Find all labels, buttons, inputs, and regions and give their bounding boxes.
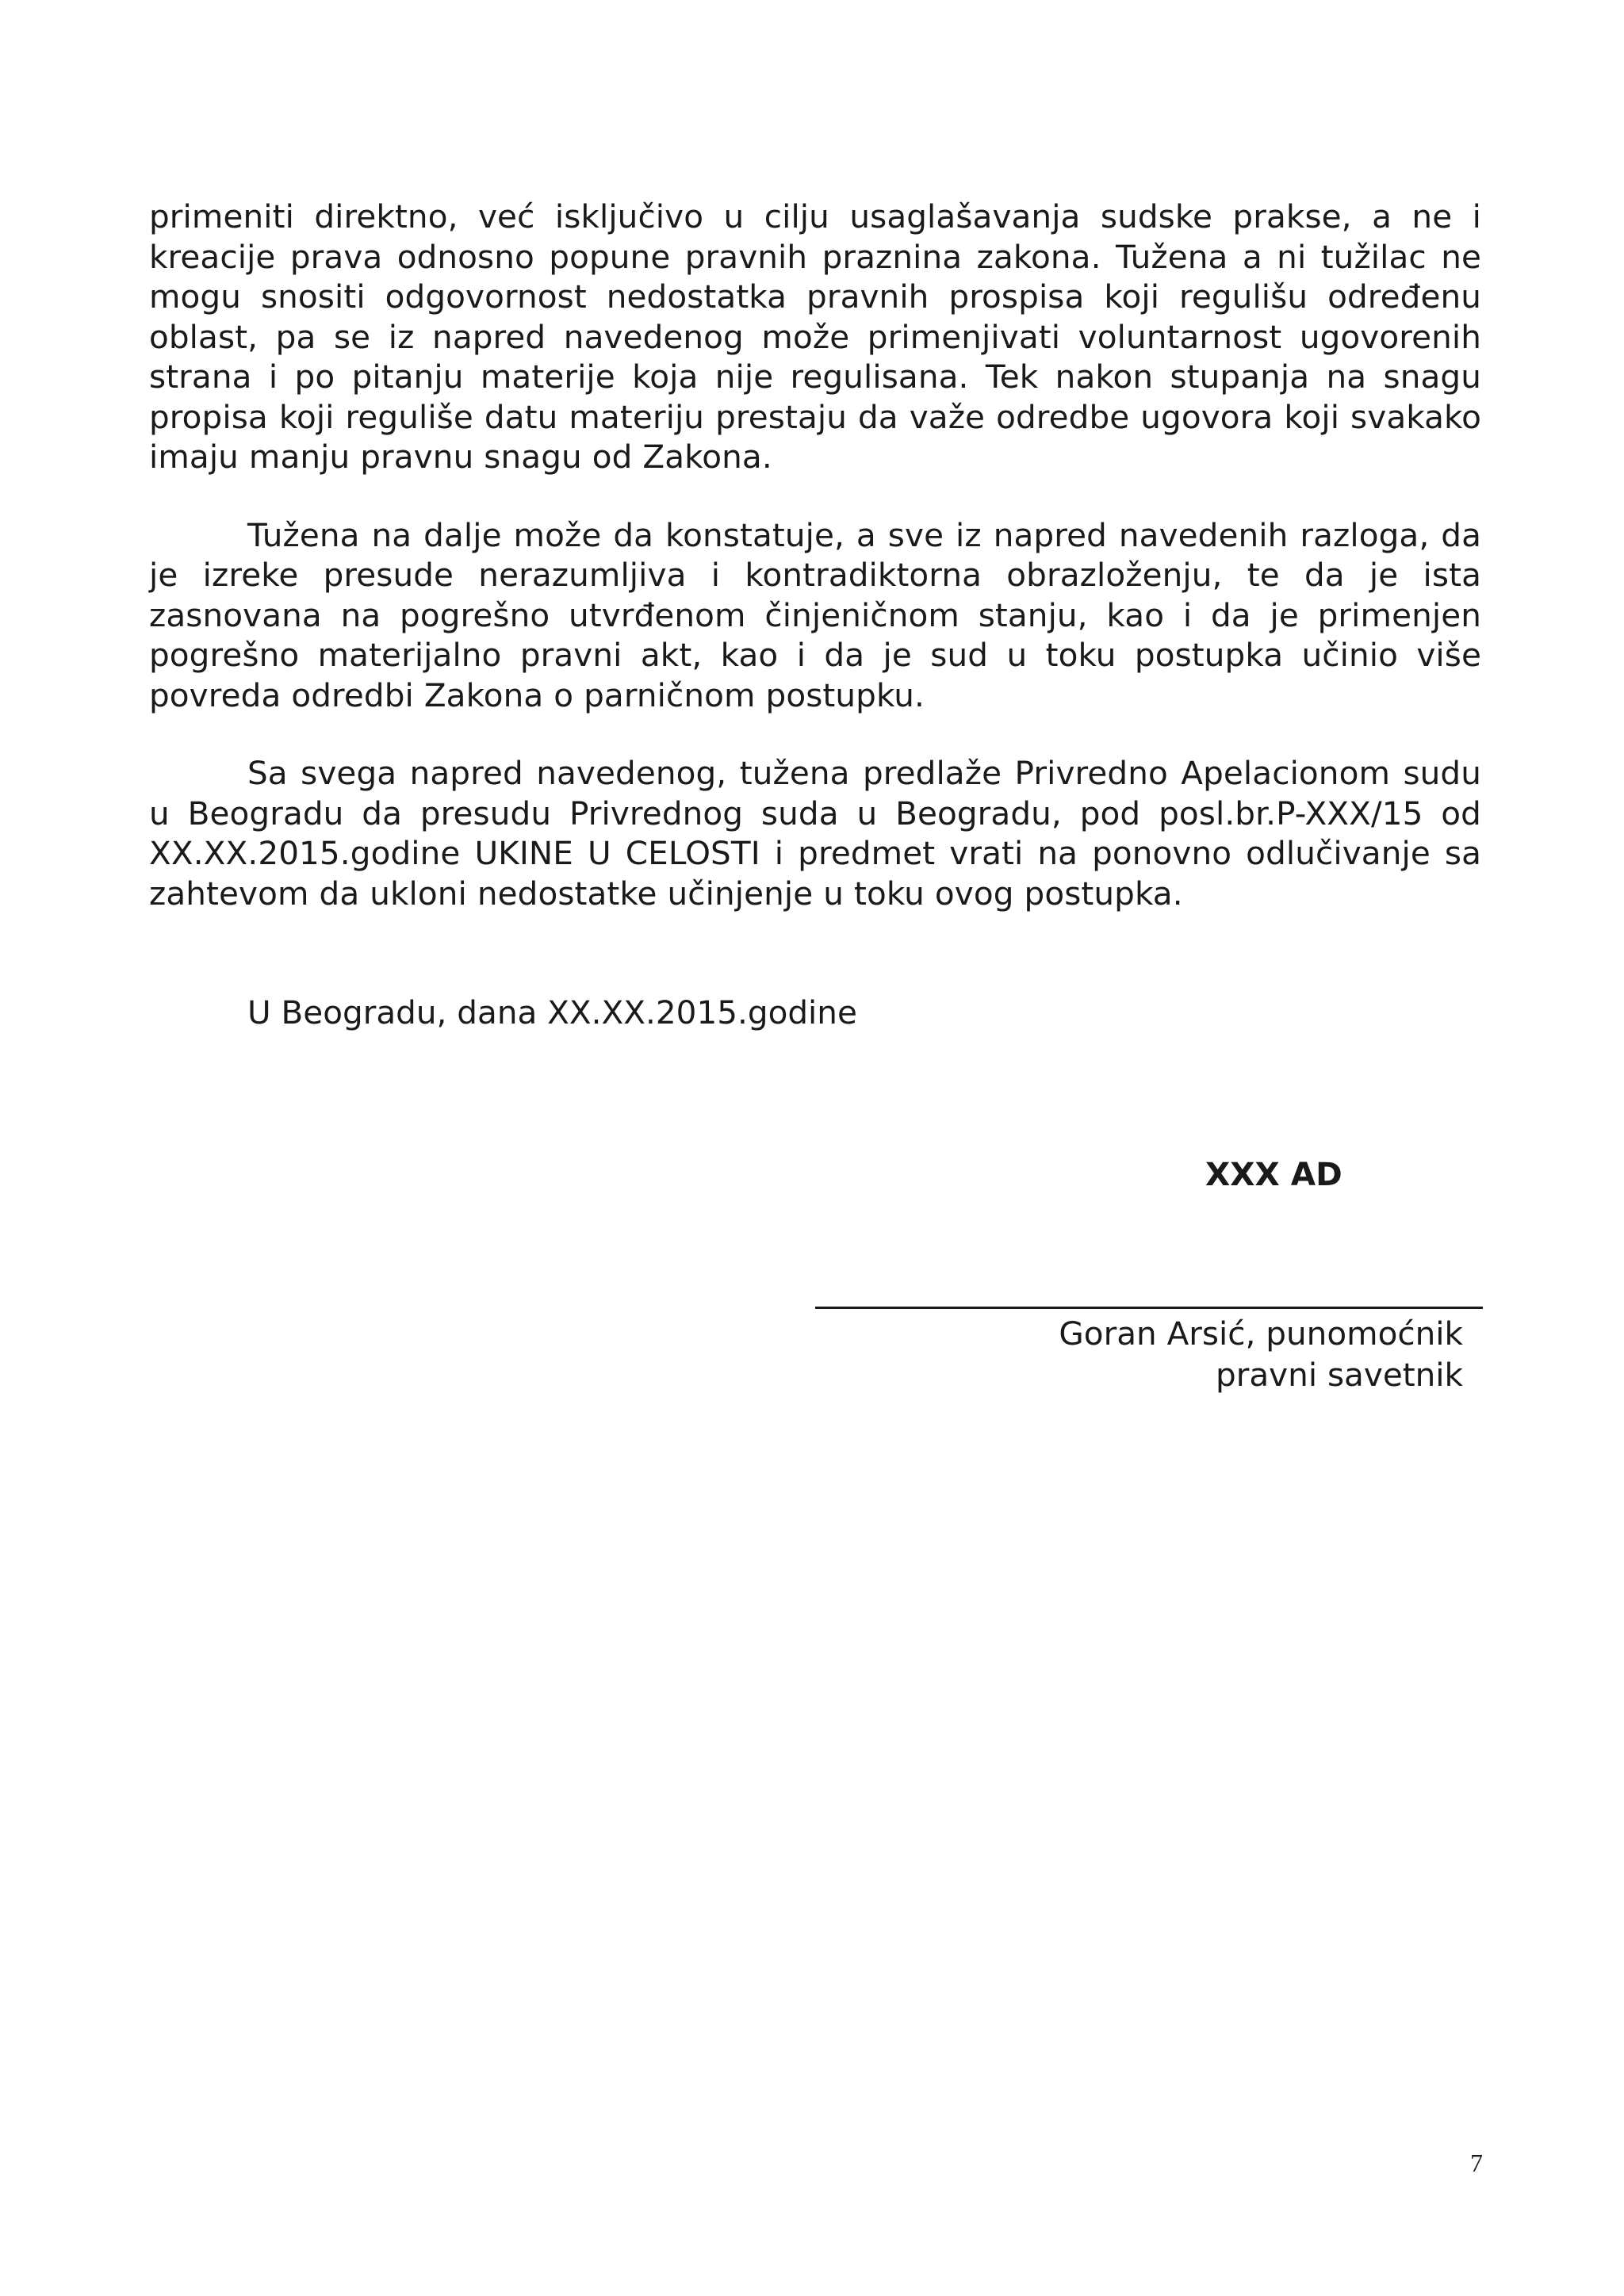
paragraph-continuation: primeniti direktno, već isključivo u cilju usaglašavanja sudske prakse, a ne i kreacije prava odnosno popune pravnih praznina zakona. Tužena a ni tužilac ne mogu snositi odgovornost nedostatka pravnih prospisa koji regulišu određenu oblast, pa se iz napred navedenog može primenjivati voluntarnost ugovorenih strana i po pitanju materije koja nije regulisana. Tek nakon stupanja na snagu propisa koji reguliše datu materiju prestaju da važe odredbe ugovora koji svakako imaju manju pravnu snagu od Zakona. (149, 197, 1481, 476)
company-name: XXX AD (1205, 1155, 1342, 1193)
signatory-name: Goran Arsić, punomoćnik (1059, 1314, 1463, 1353)
page-number: 7 (1470, 2149, 1483, 2177)
signatory-title: pravni savetnik (1216, 1356, 1463, 1394)
signature-line (815, 1307, 1483, 1309)
place-and-date: U Beogradu, dana XX.XX.2015.godine (247, 993, 857, 1031)
paragraph-request: Sa svega napred navedenog, tužena predlaže Privredno Apelacionom sudu u Beogradu da presudu Privrednog suda u Beogradu, pod posl.br.P-XXX/15 od XX.XX.2015.godine UKINE U CELOSTI i predmet vrati na ponovno odlučivanje sa zahtevom da ukloni nedostatke učinjenje u toku ovog postupka. (149, 754, 1481, 913)
signature-block (1059, 1313, 1463, 1395)
paragraph-findings: Tužena na dalje može da konstatuje, a sve iz napred navedenih razloga, da je izreke presude nerazumljiva i kontradiktorna obrazloženju, te da je ista zasnovana na pogrešno utvrđenom činjeničnom stanju, kao i da je primenjen pogrešno materijalno pravni akt, kao i da je sud u toku postupka učinio više povreda odredbi Zakona o parničnom postupku. (149, 515, 1481, 714)
document-body (149, 197, 1481, 913)
